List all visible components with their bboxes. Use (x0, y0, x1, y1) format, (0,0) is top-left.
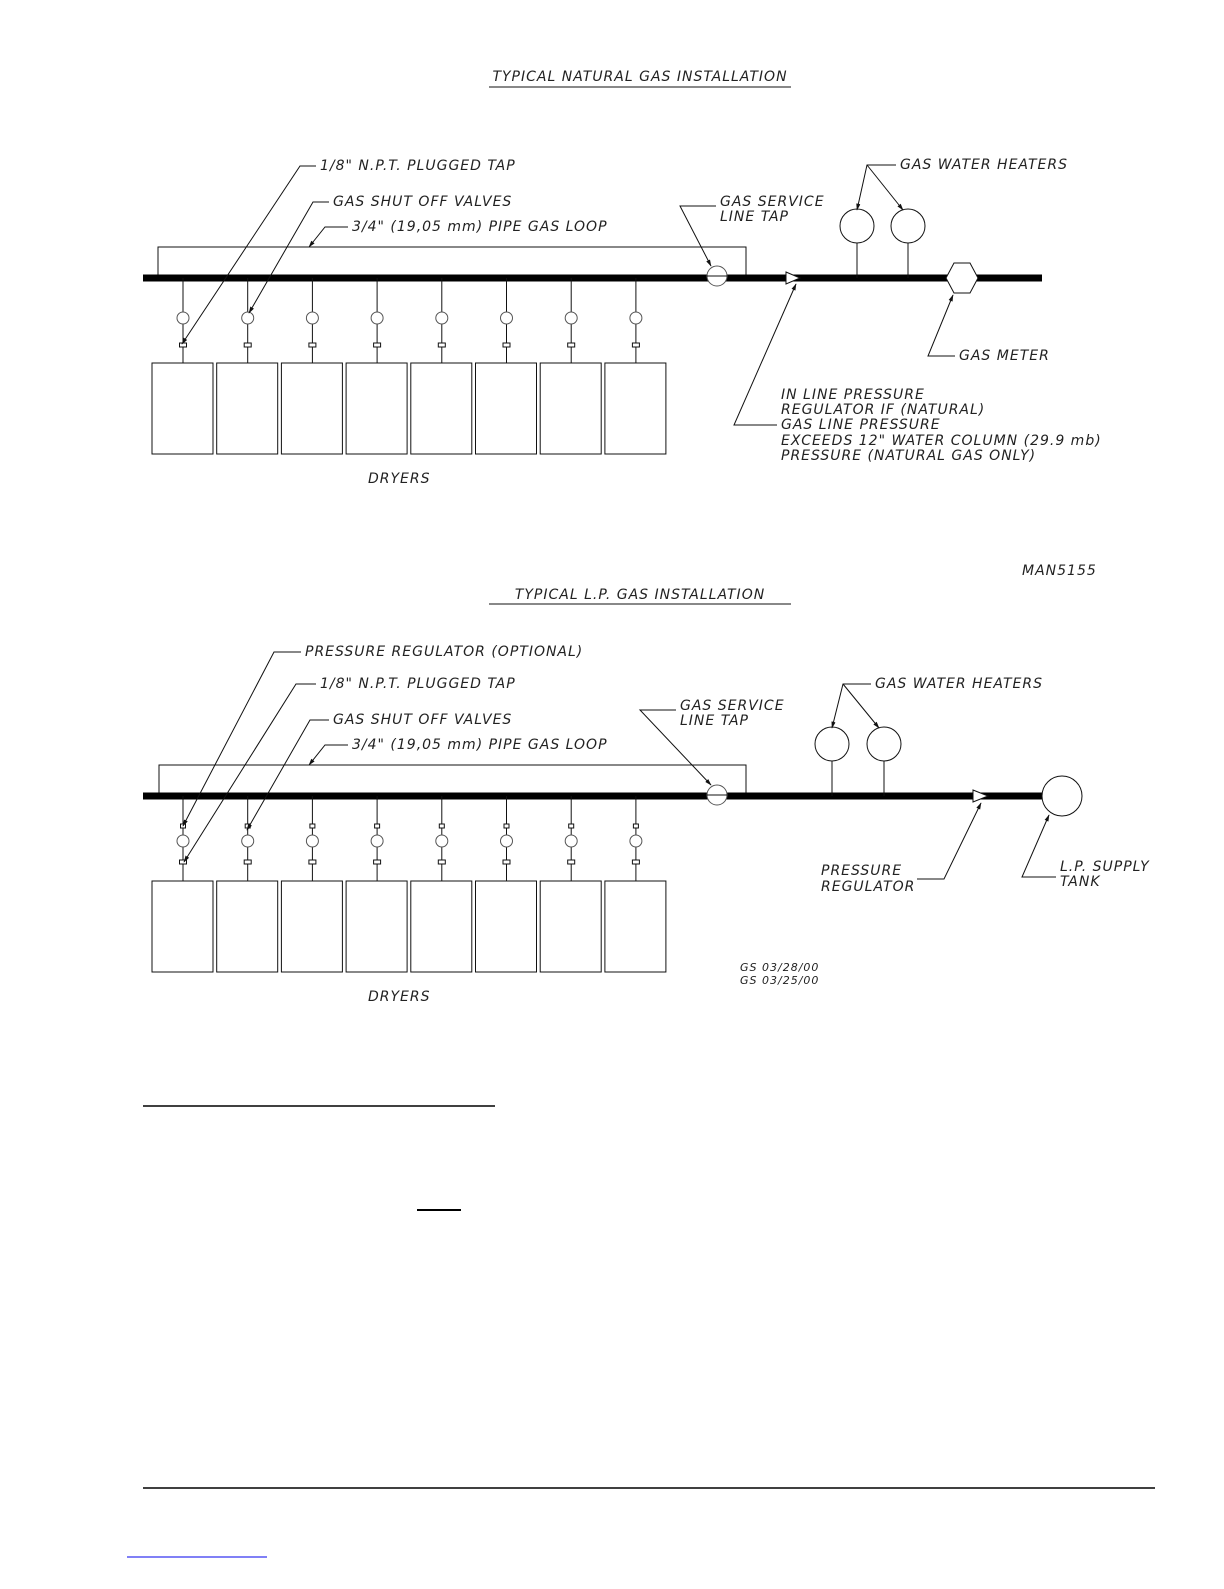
lp-shutoff-valve-1 (177, 835, 189, 847)
lp-dryer-1 (152, 881, 213, 972)
natural-shutoff-leader (249, 202, 329, 313)
lp-water-heater-2 (867, 727, 901, 761)
lp-service-tap-label-2: LINE TAP (680, 713, 749, 729)
natural-gas-meter (946, 263, 978, 293)
lp-plugged-tap-label: 1/8" N.P.T. PLUGGED TAP (320, 676, 516, 692)
natural-shutoff-valve-3 (306, 312, 318, 324)
lp-gas-diagram (143, 587, 1150, 1005)
lp-pressure-regulator-7 (569, 824, 574, 828)
lp-plugged-tap-4 (374, 860, 381, 864)
natural-gas-meter-label: GAS METER (959, 348, 1050, 364)
lp-supply-tank-label-1: L.P. SUPPLY (1060, 859, 1150, 875)
natural-shutoff-valve-2 (242, 312, 254, 324)
natural-plugged-tap-6 (503, 343, 510, 347)
lp-pressure-regulator-5 (439, 824, 444, 828)
natural-dryer-7 (540, 363, 601, 454)
natural-plugged-tap-8 (632, 343, 639, 347)
lp-plugged-tap-5 (438, 860, 445, 864)
natural-pipe-loop-label: 3/4" (19,05 mm) PIPE GAS LOOP (352, 219, 608, 235)
lp-supply-tank-leader (1022, 815, 1056, 877)
lp-shutoff-valve-5 (436, 835, 448, 847)
lp-pressure-regulator-leader (917, 803, 981, 879)
natural-plugged-tap-7 (568, 343, 575, 347)
natural-water-heater-2 (891, 209, 925, 243)
lp-shutoff-label: GAS SHUT OFF VALVES (333, 712, 513, 728)
lp-dryer-group (152, 796, 666, 972)
lp-pipe-loop (159, 765, 746, 796)
natural-dryer-group (152, 278, 666, 454)
natural-service-tap-label-1: GAS SERVICE (720, 194, 825, 210)
natural-dryers-label: DRYERS (368, 471, 431, 487)
natural-heaters-leader-2 (867, 165, 903, 210)
lp-revision-1: GS 03/28/00 (740, 961, 820, 974)
lp-regulator-optional-leader (183, 652, 301, 826)
natural-heaters-leader-1 (857, 165, 896, 210)
natural-water-heater-1 (840, 209, 874, 243)
natural-service-tap-leader (680, 206, 716, 266)
lp-water-heaters-label: GAS WATER HEATERS (875, 676, 1043, 692)
lp-water-heater-1 (815, 727, 849, 761)
natural-dryer-3 (281, 363, 342, 454)
lp-shutoff-valve-6 (501, 835, 513, 847)
natural-regulator-note-4: EXCEEDS 12" WATER COLUMN (29.9 mb) (781, 433, 1102, 449)
natural-dryer-1 (152, 363, 213, 454)
natural-shutoff-valve-5 (436, 312, 448, 324)
natural-regulator-note-5: PRESSURE (NATURAL GAS ONLY) (781, 448, 1037, 464)
natural-dryer-6 (476, 363, 537, 454)
lp-pressure-regulator-8 (633, 824, 638, 828)
natural-dryer-5 (411, 363, 472, 454)
lp-shutoff-valve-2 (242, 835, 254, 847)
lp-plugged-tap-2 (244, 860, 251, 864)
natural-gas-meter-leader (928, 295, 955, 356)
lp-revision-2: GS 03/25/00 (740, 974, 820, 987)
natural-shutoff-label: GAS SHUT OFF VALVES (333, 194, 513, 210)
natural-plugged-tap-2 (244, 343, 251, 347)
lp-pipe-loop-label: 3/4" (19,05 mm) PIPE GAS LOOP (352, 737, 608, 753)
lp-shutoff-valve-7 (565, 835, 577, 847)
lp-dryer-6 (476, 881, 537, 972)
lp-dryer-5 (411, 881, 472, 972)
lp-pressure-regulator-3 (310, 824, 315, 828)
lp-regulator-symbol (973, 790, 988, 802)
lp-dryers-label: DRYERS (368, 989, 431, 1005)
lp-plugged-tap-7 (568, 860, 575, 864)
natural-regulator-note-3: GAS LINE PRESSURE (781, 417, 941, 433)
lp-dryer-2 (217, 881, 278, 972)
natural-shutoff-valve-4 (371, 312, 383, 324)
natural-shutoff-valve-1 (177, 312, 189, 324)
lp-pressure-regulator-6 (504, 824, 509, 828)
lp-pressure-regulator-4 (375, 824, 380, 828)
natural-shutoff-valve-7 (565, 312, 577, 324)
natural-plugged-tap-4 (374, 343, 381, 347)
lp-plugged-tap-6 (503, 860, 510, 864)
lp-shutoff-valve-3 (306, 835, 318, 847)
natural-water-heaters-label: GAS WATER HEATERS (900, 157, 1068, 173)
natural-pipe-loop-leader (309, 227, 348, 247)
natural-gas-diagram (143, 69, 1102, 487)
lp-dryer-4 (346, 881, 407, 972)
natural-plugged-tap-5 (438, 343, 445, 347)
lp-regulator-optional-label: PRESSURE REGULATOR (OPTIONAL) (305, 644, 584, 660)
lp-dryer-7 (540, 881, 601, 972)
natural-shutoff-valve-6 (501, 312, 513, 324)
natural-pipe-loop (158, 247, 746, 278)
natural-regulator-note-2: REGULATOR IF (NATURAL) (781, 402, 986, 418)
natural-regulator-symbol (786, 272, 800, 284)
natural-service-tap-label-2: LINE TAP (720, 209, 789, 225)
natural-regulator-note-1: IN LINE PRESSURE (781, 387, 925, 403)
lp-shutoff-valve-8 (630, 835, 642, 847)
lp-dryer-8 (605, 881, 666, 972)
natural-title: TYPICAL NATURAL GAS INSTALLATION (492, 69, 788, 85)
lp-heaters-leader-2 (843, 684, 879, 728)
lp-shutoff-leader (247, 720, 329, 830)
lp-heaters-leader-1 (832, 684, 871, 728)
lp-dryer-3 (281, 881, 342, 972)
lp-supply-tank-label-2: TANK (1060, 874, 1101, 890)
lp-plugged-tap-8 (632, 860, 639, 864)
lp-pressure-regulator-label-1: PRESSURE (821, 863, 903, 879)
natural-plugged-tap-label: 1/8" N.P.T. PLUGGED TAP (320, 158, 516, 174)
lp-plugged-tap-3 (309, 860, 316, 864)
lp-pressure-regulator-label-2: REGULATOR (821, 879, 916, 895)
natural-plugged-tap-1 (180, 343, 187, 347)
natural-dryer-8 (605, 363, 666, 454)
lp-pipe-loop-leader (309, 745, 348, 765)
lp-supply-tank (1042, 776, 1082, 816)
lp-shutoff-valve-4 (371, 835, 383, 847)
lp-service-tap-label-1: GAS SERVICE (680, 698, 785, 714)
natural-shutoff-valve-8 (630, 312, 642, 324)
drawing-number: MAN5155 (1022, 563, 1097, 579)
natural-dryer-2 (217, 363, 278, 454)
lp-title: TYPICAL L.P. GAS INSTALLATION (514, 587, 766, 603)
natural-plugged-tap-3 (309, 343, 316, 347)
natural-dryer-4 (346, 363, 407, 454)
